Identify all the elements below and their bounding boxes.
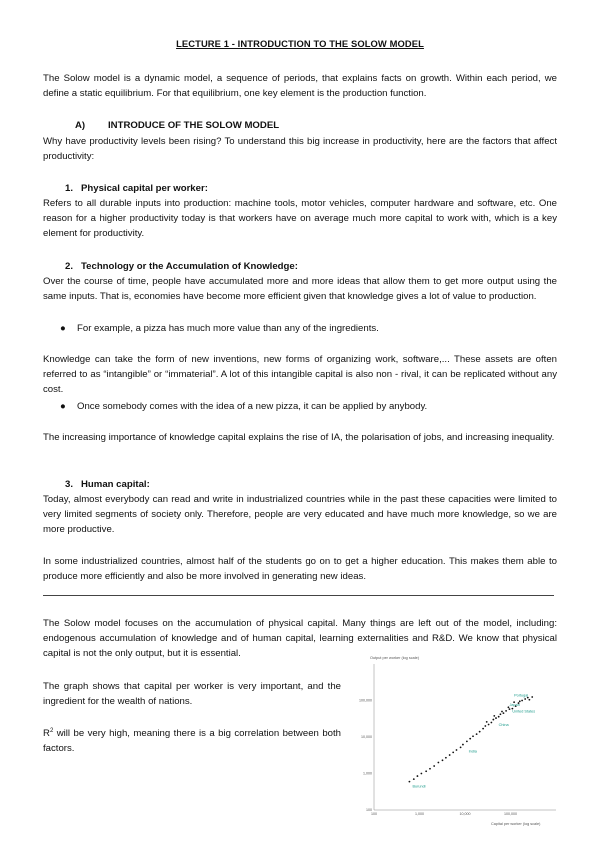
chart-point — [528, 699, 530, 701]
factor-2-paragraph-2: Knowledge can take the form of new inventions, new forms of organizing work, software,... These assets are often referred to as “intangible” or “immaterial”. A lot of this intangible capital is also non - rival, it can be replicated without any cost. — [43, 354, 557, 396]
chart-x-tick-label: 100 — [371, 812, 377, 816]
chart-point — [488, 724, 490, 726]
chart-y-tick-label: 100 — [366, 808, 372, 813]
capital-output-scatter-chart — [356, 652, 568, 827]
chart-point-label: Japan — [509, 703, 520, 708]
chart-point — [460, 746, 462, 748]
chart-point — [486, 721, 488, 723]
chart-point-label: India — [468, 749, 477, 754]
chart-x-ticks — [371, 812, 517, 816]
factor-1-heading: Physical capital per worker: — [81, 183, 208, 194]
chart-point — [417, 775, 419, 777]
chart-point — [429, 768, 431, 770]
chart-point — [409, 781, 411, 783]
chart-point — [519, 700, 521, 702]
factor-3-number: 3. — [65, 479, 74, 490]
bullet-text: Once somebody comes with the idea of a new pizza, it can be applied by anybody. — [77, 401, 428, 412]
chart-point — [521, 700, 523, 702]
factor-3-heading: Human capital: — [81, 479, 150, 490]
chart-y-axis-label: Output per worker (log scale) — [370, 656, 419, 660]
chart-point — [501, 711, 503, 713]
chart-y-tick-label: 1,000 — [363, 771, 372, 776]
chart-point — [476, 733, 478, 735]
chart-point — [462, 744, 464, 746]
bullet-dot-icon: ● — [60, 323, 66, 334]
factor-1-paragraph: Refers to all durable inputs into production: machine tools, motor vehicles, computer hardware and software, etc. One reason for a higher productivity today is that workers have on average much more capital to work with, which is a key element for productivity. — [43, 198, 557, 240]
chart-point — [479, 731, 481, 733]
factor-2-number: 2. — [65, 261, 74, 272]
chart-point — [498, 716, 500, 718]
chart-point — [490, 722, 492, 724]
graph-note-paragraph: The graph shows that capital per worker is very important, and the ingredient for the wealth of nations. — [43, 681, 341, 708]
bullet-text: For example, a pizza has much more value than any of the ingredients. — [77, 323, 379, 334]
chart-point-label: Portugal — [514, 693, 529, 698]
chart-point — [505, 710, 507, 712]
factor-2-heading: Technology or the Accumulation of Knowledge: — [81, 261, 298, 272]
section-a-heading: INTRODUCE OF THE SOLOW MODEL — [108, 120, 280, 131]
chart-point — [531, 696, 533, 698]
chart-point — [437, 762, 439, 764]
chart-labels — [412, 693, 535, 788]
chart-x-tick-label: 100,000 — [504, 812, 517, 816]
chart-x-tick-label: 10,000 — [459, 812, 471, 816]
section-divider — [43, 595, 554, 596]
chart-point — [492, 719, 494, 721]
chart-point — [456, 749, 458, 751]
chart-point — [420, 773, 422, 775]
r-squared-superscript: 2 — [49, 727, 54, 734]
factor-3-paragraph: Today, almost everybody can read and write in industrialized countries while in the past these capacities were limited to very limited segments of society only. Therefore, people are very educated and have much more knowledge, so we are more productive. — [43, 494, 557, 536]
chart-point — [509, 708, 511, 710]
chart-point — [445, 757, 447, 759]
chart-point — [469, 738, 471, 740]
chart-point — [449, 754, 451, 756]
chart-point — [484, 725, 486, 727]
factor-3-paragraph-2: In some industrialized countries, almost half of the students go on to get a higher education. This makes them able to produce more efficiently and also be more involved in generating new ideas. — [43, 556, 557, 583]
chart-point — [452, 751, 454, 753]
chart-point — [433, 765, 435, 767]
r-squared-text: will be very high, meaning there is a big correlation between both factors. — [43, 728, 341, 755]
chart-point — [524, 698, 526, 700]
r-squared-symbol: R — [43, 728, 50, 739]
chart-point — [500, 713, 502, 715]
chart-point-label: Burundi — [412, 784, 426, 789]
intro-paragraph: The Solow model is a dynamic model, a sequence of periods, that explains facts on growth. Within each period, we define a static equilibrium. For that equilibrium, one key element is the production function. — [43, 73, 557, 100]
chart-y-tick-label: 10,000 — [361, 735, 372, 740]
section-a-letter: A) — [75, 120, 86, 131]
chart-point — [466, 740, 468, 742]
factor-1-number: 1. — [65, 183, 74, 194]
section-a-paragraph: Why have productivity levels been rising? To understand this big increase in productivity, here are the factors that affect productivity: — [43, 136, 557, 163]
chart-point — [425, 770, 427, 772]
bullet-dot-icon: ● — [60, 401, 66, 412]
factor-2-bullet-1 — [60, 321, 556, 336]
chart-point-label: China — [498, 723, 509, 728]
factor-2-bullet-2 — [60, 399, 556, 414]
chart-point-label: United States — [512, 709, 536, 714]
chart-point — [413, 778, 415, 780]
chart-x-axis-label: Capital per worker (log scale) — [491, 822, 541, 826]
r-squared-paragraph — [43, 726, 341, 756]
factor-2-paragraph-3: The increasing importance of knowledge capital explains the rise of IA, the polarisation of jobs, and increasing inequality. — [43, 432, 555, 443]
chart-point — [472, 735, 474, 737]
chart-y-tick-label: 100,000 — [359, 698, 372, 703]
chart-point — [493, 715, 495, 717]
chart-point — [442, 759, 444, 761]
chart-point — [495, 717, 497, 719]
chart-point — [503, 712, 505, 714]
chart-axes — [374, 664, 556, 810]
page-title: LECTURE 1 - INTRODUCTION TO THE SOLOW MODEL — [176, 38, 424, 49]
summary-paragraph: The Solow model focuses on the accumulation of physical capital. Many things are left out of the model, including: endogenous accumulation of knowledge and of human capital, learning externalities and R&D. We know that physical capital is not the only output, but it is essential. — [43, 618, 557, 660]
factor-2-paragraph: Over the course of time, people have accumulated more and more ideas that allow them to get more output using the same inputs. That is, economies have become more efficient given that knowledge gives a lot of value to production. — [43, 276, 557, 303]
chart-y-ticks — [359, 699, 372, 813]
chart-x-tick-label: 1,000 — [415, 812, 424, 816]
chart-point — [482, 728, 484, 730]
